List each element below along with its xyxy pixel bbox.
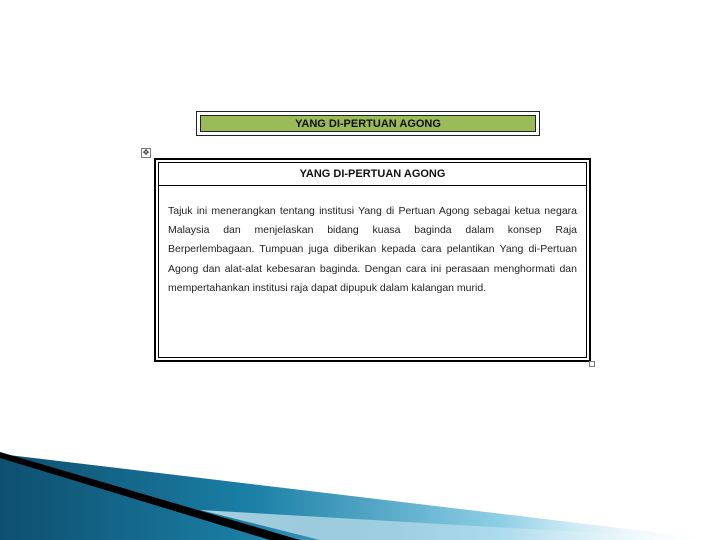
content-table-inner (158, 162, 587, 358)
title-banner-text: YANG DI-PERTUAN AGONG (200, 115, 536, 132)
title-banner (196, 111, 540, 136)
move-arrows-icon[interactable]: ✥ (142, 148, 150, 157)
resize-handle-icon[interactable] (589, 361, 595, 367)
table-header: YANG DI-PERTUAN AGONG (159, 163, 586, 186)
table-body-text: Tajuk ini menerangkan tentang institusi Yang di Pertuan Agong sebagai ketua negara Malaysia dan menjelaskan bidang kuasa baginda dalam konsep Raja Berperlembagaan. Tumpuan juga diberikan kepada cara pelantikan Yang di-Pertuan Agong dan alat-alat kebesaran baginda. Dengan cara ini perasaan menghormati dan mempertahankan institusi raja dapat dipupuk dalam kalangan murid. (168, 205, 577, 294)
footer-swoosh-decoration (0, 440, 720, 540)
content-table (154, 158, 591, 362)
